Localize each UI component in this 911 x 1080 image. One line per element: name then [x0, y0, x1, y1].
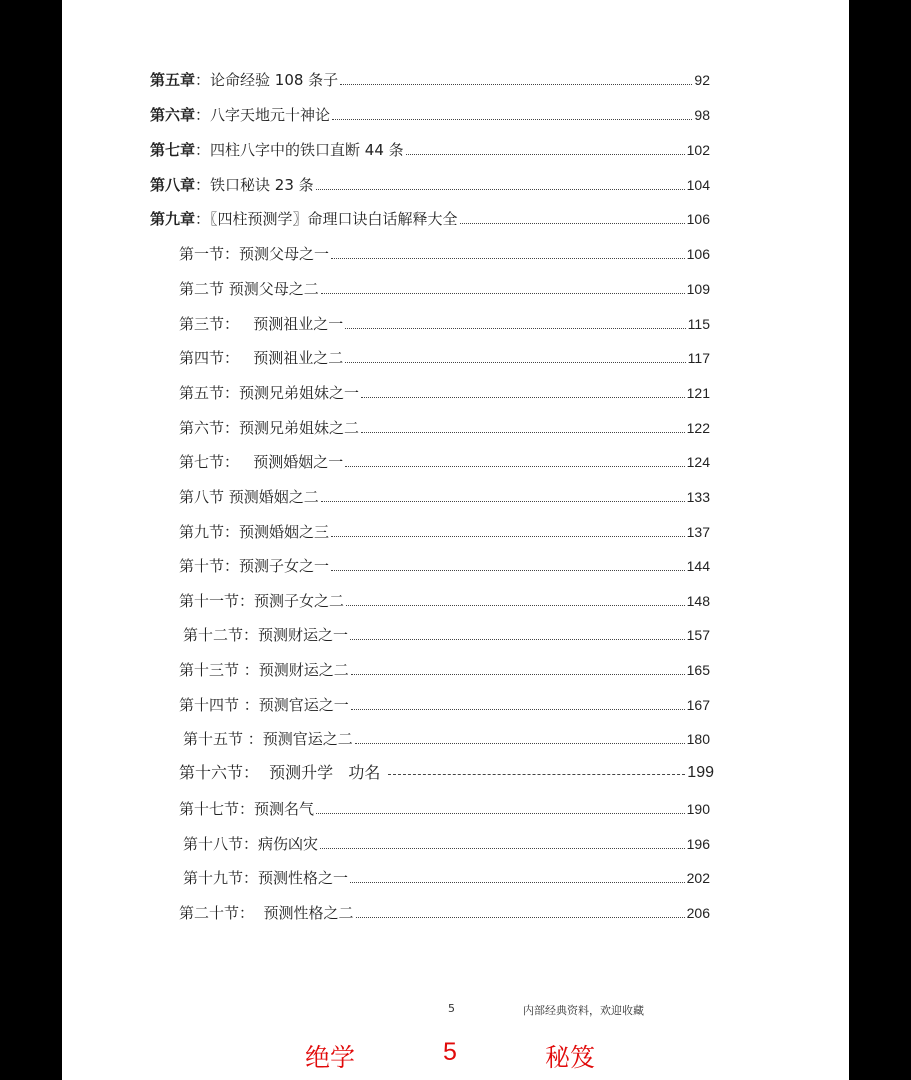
section-title: 第十四节 ：预测官运之一 — [179, 696, 349, 714]
page-number: 196 — [686, 836, 710, 852]
toc-section-18[interactable] — [183, 830, 710, 854]
dot-leader — [345, 466, 684, 467]
section-title: 第十二节：预测财运之一 — [183, 626, 349, 644]
page-number: 148 — [686, 593, 710, 609]
page-number: 98 — [694, 107, 710, 123]
page-number: 180 — [686, 731, 710, 747]
chapter-number: 第六章 — [150, 106, 196, 124]
toc-section-3[interactable] — [179, 310, 710, 334]
page-number: 137 — [686, 524, 710, 540]
section-title: 第五节：预测兄弟姐妹之一 — [179, 384, 360, 402]
toc-chapter-6[interactable] — [150, 101, 710, 125]
dot-leader — [331, 258, 685, 259]
section-title: 第二节 预测父母之二 — [179, 280, 319, 298]
chapter-number: 第七章 — [150, 141, 196, 159]
chapter-title: ：〖四柱预测学〗命理口诀白话解释大全 — [195, 210, 458, 228]
page-number: 157 — [686, 627, 710, 643]
dot-leader — [320, 848, 685, 849]
dot-leader — [361, 432, 685, 433]
page-number: 167 — [686, 697, 710, 713]
section-title: 第十七节：预测名气 — [179, 800, 315, 818]
page-number: 190 — [686, 801, 710, 817]
dot-leader — [361, 397, 685, 398]
section-title: 第四节： 预测祖业之二 — [179, 349, 344, 367]
chapter-number: 第八章 — [150, 176, 196, 194]
toc-section-7[interactable] — [179, 448, 710, 472]
page-number: 133 — [686, 489, 710, 505]
page-number: 92 — [694, 72, 710, 88]
page-number: 109 — [686, 281, 710, 297]
section-title: 第八节 预测婚姻之二 — [179, 488, 319, 506]
dot-leader — [316, 189, 685, 190]
page-number: 199 — [687, 764, 714, 781]
section-title: 第十五节 ：预测官运之二 — [183, 730, 353, 748]
page-number: 117 — [687, 350, 710, 366]
section-title: 第二十节： 预测性格之二 — [179, 904, 354, 922]
dot-leader — [331, 536, 685, 537]
dot-leader — [351, 709, 685, 710]
dot-leader — [331, 570, 685, 571]
dot-leader — [350, 639, 685, 640]
page-number: 202 — [686, 870, 710, 886]
toc-section-9[interactable] — [179, 518, 710, 542]
dot-leader — [345, 328, 685, 329]
section-title: 第六节：预测兄弟姐妹之二 — [179, 419, 360, 437]
dot-leader — [321, 501, 685, 502]
dash-leader — [388, 774, 685, 775]
toc-section-4[interactable] — [179, 344, 710, 368]
toc-section-12[interactable] — [183, 621, 710, 645]
chapter-title: ：论命经验 108 条子 — [195, 71, 339, 89]
toc-section-5[interactable] — [179, 379, 710, 403]
page-number: 106 — [686, 246, 710, 262]
dot-leader — [355, 743, 685, 744]
dot-leader — [351, 674, 685, 675]
section-title: 第十六节： 预测升学 功名 — [179, 763, 381, 782]
toc-section-17[interactable] — [179, 795, 710, 819]
page-number: 124 — [686, 454, 710, 470]
toc-section-15[interactable] — [183, 725, 710, 749]
footer-note: 内部经典资料，欢迎收藏 — [523, 1004, 644, 1017]
toc-section-10[interactable] — [179, 552, 710, 576]
dot-leader — [321, 293, 685, 294]
toc-chapter-7[interactable] — [150, 136, 710, 160]
toc-section-19[interactable] — [183, 864, 710, 888]
page-number: 121 — [686, 385, 710, 401]
section-title: 第七节： 预测婚姻之一 — [179, 453, 344, 471]
page-number: 206 — [686, 905, 710, 921]
toc-section-11[interactable] — [179, 587, 710, 611]
section-title: 第一节：预测父母之一 — [179, 245, 330, 263]
dot-leader — [356, 917, 685, 918]
page-number: 106 — [686, 211, 710, 227]
dot-leader — [350, 882, 685, 883]
page-number: 104 — [686, 177, 710, 193]
toc-section-20[interactable] — [179, 899, 710, 923]
toc-section-1[interactable] — [179, 240, 710, 264]
toc-section-2[interactable] — [179, 275, 710, 299]
chapter-title: ：八字天地元十神论 — [195, 106, 331, 124]
section-title: 第十九节：预测性格之一 — [183, 869, 349, 887]
section-title: 第十一节：预测子女之二 — [179, 592, 345, 610]
chapter-number: 第五章 — [150, 71, 196, 89]
page-number: 102 — [686, 142, 710, 158]
dot-leader — [316, 813, 685, 814]
watermark-center: 5 — [443, 1038, 457, 1066]
chapter-number: 第九章 — [150, 210, 196, 228]
page-number: 165 — [686, 662, 710, 678]
footer-page-number: 5 — [448, 1002, 455, 1015]
dot-leader — [346, 605, 685, 606]
dot-leader — [460, 223, 685, 224]
document-page — [62, 0, 849, 1080]
page-number: 122 — [686, 420, 710, 436]
toc-section-16[interactable] — [179, 759, 714, 783]
dot-leader — [340, 84, 692, 85]
watermark-right: 秘笈 — [545, 1043, 596, 1072]
section-title: 第三节： 预测祖业之一 — [179, 315, 344, 333]
section-title: 第九节：预测婚姻之三 — [179, 523, 330, 541]
toc-chapter-5[interactable] — [150, 66, 710, 90]
toc-chapter-9[interactable] — [150, 205, 710, 229]
section-title: 第十节：预测子女之一 — [179, 557, 330, 575]
chapter-title: ：四柱八字中的铁口直断 44 条 — [195, 141, 404, 159]
section-title: 第十八节：病伤凶灾 — [183, 835, 319, 853]
dot-leader — [345, 362, 685, 363]
page-number: 144 — [686, 558, 710, 574]
toc-chapter-8[interactable] — [150, 171, 710, 195]
toc-section-6[interactable] — [179, 414, 710, 438]
dot-leader — [406, 154, 685, 155]
toc-section-13[interactable] — [179, 656, 710, 680]
page-number: 115 — [687, 316, 710, 332]
watermark-left: 绝学 — [305, 1043, 356, 1072]
toc-section-8[interactable] — [179, 483, 710, 507]
section-title: 第十三节 ：预测财运之二 — [179, 661, 349, 679]
dot-leader — [332, 119, 692, 120]
toc-section-14[interactable] — [179, 691, 710, 715]
chapter-title: ：铁口秘诀 23 条 — [195, 176, 314, 194]
